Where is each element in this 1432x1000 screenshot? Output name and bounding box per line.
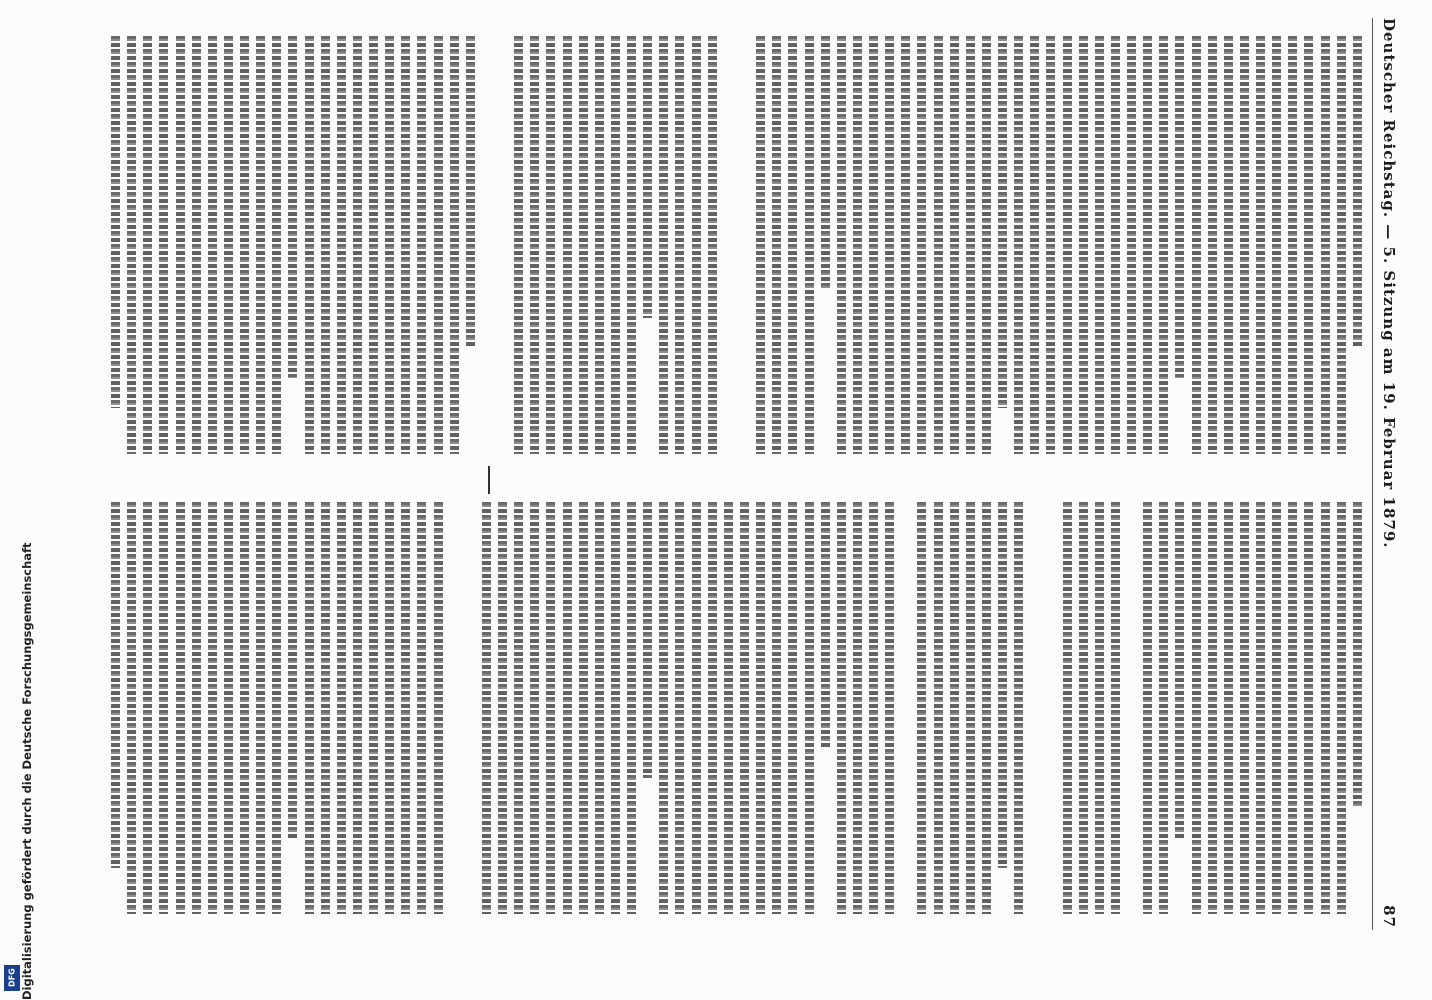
text-line <box>256 36 265 454</box>
text-line <box>127 502 136 914</box>
text-line <box>756 502 765 914</box>
running-header-title: Deutscher Reichstag. — 5. Sitzung am 19. Februar 1879. <box>1380 18 1398 549</box>
text-line <box>224 502 233 914</box>
text-line <box>143 36 152 454</box>
text-line <box>546 36 555 454</box>
text-line <box>837 36 846 454</box>
text-line <box>1272 36 1281 454</box>
text-line <box>1175 502 1184 838</box>
text-line <box>1321 502 1330 914</box>
text-line <box>966 502 975 914</box>
text-line <box>756 36 765 454</box>
text-lines <box>108 488 1366 928</box>
text-line <box>208 36 217 454</box>
text-line <box>1353 502 1362 808</box>
text-line <box>466 36 475 348</box>
text-line <box>966 36 975 454</box>
text-line <box>611 36 620 454</box>
text-line <box>885 502 894 914</box>
text-line <box>643 502 652 778</box>
text-line <box>369 36 378 454</box>
page-number: 87 <box>1380 905 1398 928</box>
text-line <box>514 36 523 454</box>
text-line <box>401 502 410 914</box>
text-line <box>1175 36 1184 378</box>
text-line <box>1288 502 1297 914</box>
text-line <box>369 502 378 914</box>
text-line <box>788 36 797 454</box>
text-column-right <box>108 22 1366 468</box>
text-line <box>627 36 636 454</box>
text-line <box>272 502 281 914</box>
text-line <box>998 36 1007 408</box>
text-line <box>385 502 394 914</box>
text-line <box>176 502 185 914</box>
text-line <box>321 502 330 914</box>
text-line <box>224 36 233 454</box>
text-line <box>1224 502 1233 914</box>
text-line <box>143 502 152 914</box>
text-line <box>1337 36 1346 454</box>
text-line <box>256 502 265 914</box>
text-column-left <box>108 488 1366 928</box>
text-line <box>111 36 120 408</box>
text-line <box>998 502 1007 868</box>
text-line <box>917 502 926 914</box>
text-line <box>530 502 539 914</box>
text-line <box>240 502 249 914</box>
text-line <box>111 502 120 868</box>
text-line <box>353 36 362 454</box>
text-line <box>514 502 523 914</box>
text-line <box>1095 36 1104 454</box>
text-line <box>950 502 959 914</box>
text-line <box>885 36 894 454</box>
text-line <box>772 502 781 914</box>
text-line <box>950 36 959 454</box>
text-line <box>805 502 814 914</box>
text-line <box>1304 36 1313 454</box>
text-line <box>563 36 572 454</box>
text-line <box>821 502 830 748</box>
text-line <box>1079 502 1088 914</box>
text-line <box>208 502 217 914</box>
text-line <box>627 502 636 914</box>
text-line <box>837 502 846 914</box>
text-line <box>595 36 604 454</box>
text-line <box>546 502 555 914</box>
text-line <box>643 36 652 318</box>
text-line <box>159 502 168 914</box>
text-line <box>450 36 459 454</box>
text-line <box>805 36 814 454</box>
text-line <box>1063 36 1072 454</box>
text-line <box>675 36 684 454</box>
text-line <box>659 36 668 454</box>
text-line <box>1353 36 1362 348</box>
text-line <box>692 36 701 454</box>
text-line <box>1224 36 1233 454</box>
text-line <box>401 36 410 454</box>
text-line <box>1127 36 1136 454</box>
text-line <box>675 502 684 914</box>
text-line <box>1079 36 1088 454</box>
text-line <box>288 36 297 378</box>
text-lines <box>108 22 1366 468</box>
text-line <box>1143 502 1152 914</box>
text-line <box>788 502 797 914</box>
text-line <box>724 502 733 914</box>
text-line <box>1014 36 1023 454</box>
text-line <box>853 36 862 454</box>
credit-text: Digitalisierung gefördert durch die Deutsche Forschungsgemeinschaft <box>20 542 34 1000</box>
text-line <box>1046 36 1055 454</box>
text-line <box>192 36 201 454</box>
text-line <box>1111 36 1120 454</box>
text-line <box>434 36 443 454</box>
text-line <box>563 502 572 914</box>
text-line <box>305 36 314 454</box>
text-line <box>353 502 362 914</box>
text-line <box>417 36 426 454</box>
text-line <box>1030 36 1039 454</box>
text-line <box>1208 502 1217 914</box>
text-line <box>853 502 862 914</box>
text-line <box>1256 36 1265 454</box>
text-line <box>579 502 588 914</box>
text-line <box>821 36 830 288</box>
text-line <box>1063 502 1072 914</box>
text-line <box>1304 502 1313 914</box>
text-line <box>1159 502 1168 914</box>
text-line <box>159 36 168 454</box>
text-line <box>1192 36 1201 454</box>
text-line <box>1272 502 1281 914</box>
text-line <box>192 502 201 914</box>
text-line <box>869 502 878 914</box>
text-line <box>530 36 539 454</box>
text-line <box>579 36 588 454</box>
text-line <box>901 36 910 454</box>
text-line <box>337 36 346 454</box>
text-line <box>692 502 701 914</box>
text-line <box>934 502 943 914</box>
text-line <box>498 502 507 914</box>
text-line <box>982 502 991 914</box>
text-line <box>1111 502 1120 914</box>
text-line <box>708 36 717 454</box>
text-line <box>288 502 297 838</box>
text-line <box>417 502 426 914</box>
text-line <box>1159 36 1168 454</box>
text-line <box>1208 36 1217 454</box>
text-line <box>305 502 314 914</box>
text-line <box>1014 502 1023 914</box>
text-line <box>611 502 620 914</box>
dfg-logo: DFG <box>4 965 20 991</box>
text-line <box>1321 36 1330 454</box>
header-rule <box>1372 18 1373 930</box>
running-header <box>1378 18 1418 928</box>
text-line <box>1337 502 1346 914</box>
text-line <box>385 36 394 454</box>
text-line <box>1256 502 1265 914</box>
text-line <box>934 36 943 454</box>
text-line <box>434 502 443 914</box>
text-line <box>1143 36 1152 454</box>
text-line <box>1240 36 1249 454</box>
text-line <box>337 502 346 914</box>
text-line <box>917 36 926 454</box>
text-line <box>1095 502 1104 914</box>
text-line <box>240 36 249 454</box>
text-line <box>869 36 878 454</box>
text-line <box>740 502 749 914</box>
text-line <box>272 36 281 454</box>
text-line <box>482 502 491 914</box>
text-line <box>127 36 136 454</box>
text-line <box>1192 502 1201 914</box>
text-line <box>1240 502 1249 914</box>
text-line <box>982 36 991 454</box>
text-line <box>708 502 717 914</box>
text-line <box>321 36 330 454</box>
text-line <box>176 36 185 454</box>
text-line <box>772 36 781 454</box>
digitization-credit <box>2 0 34 1000</box>
text-line <box>595 502 604 914</box>
text-line <box>659 502 668 914</box>
text-line <box>1288 36 1297 454</box>
